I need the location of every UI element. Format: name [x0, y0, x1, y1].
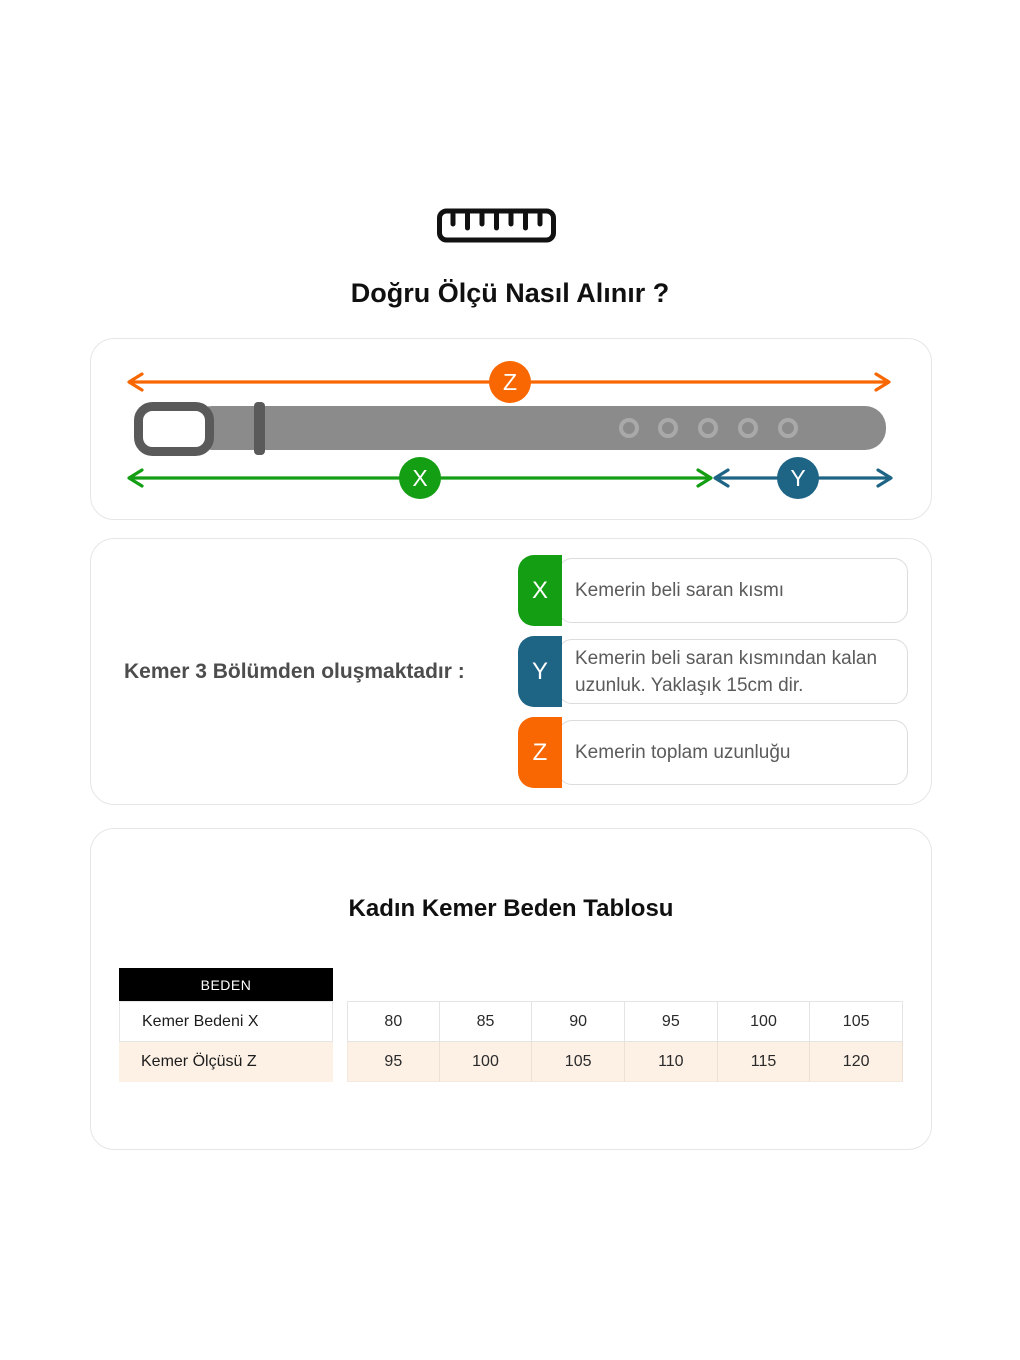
svg-text:Z: Z — [502, 369, 518, 395]
table-cell: 80 — [347, 1001, 440, 1042]
belt-keeper — [254, 402, 265, 455]
row-label-kemer-bedeni-x: Kemer Bedeni X — [119, 1001, 333, 1042]
size-table-values — [347, 1001, 903, 1082]
size-table-title: Kadın Kemer Beden Tablosu — [348, 895, 674, 922]
part-description-z: Kemerin toplam uzunluğu — [558, 720, 908, 785]
ruler-icon — [436, 207, 557, 245]
z-arrow-label — [489, 361, 531, 403]
table-cell: 95 — [347, 1042, 440, 1082]
y-arrow-label — [777, 457, 819, 499]
belt-parts-card — [90, 538, 932, 805]
table-cell: 105 — [810, 1001, 903, 1042]
size-table-label-column — [119, 968, 333, 1082]
part-badge-z: Z — [518, 717, 562, 788]
svg-text:Y: Y — [790, 465, 806, 491]
svg-text:X: X — [412, 465, 428, 491]
belt-buckle — [139, 407, 210, 452]
part-badge-y: Y — [518, 636, 562, 707]
size-table-header: BEDEN — [119, 968, 333, 1001]
table-cell: 85 — [440, 1001, 533, 1042]
belt-illustration — [139, 402, 887, 455]
belt-parts-heading: Kemer 3 Bölümden oluşmaktadır : — [124, 659, 465, 683]
table-cell: 110 — [625, 1042, 718, 1082]
part-badge-x: X — [518, 555, 562, 626]
table-cell: 115 — [718, 1042, 811, 1082]
part-row-x — [518, 555, 908, 626]
belt-diagram — [91, 339, 931, 519]
table-cell: 95 — [625, 1001, 718, 1042]
belt-diagram-card — [90, 338, 932, 520]
table-cell: 100 — [440, 1042, 533, 1082]
table-cell: 100 — [718, 1001, 811, 1042]
table-cell: 120 — [810, 1042, 903, 1082]
page-title: Doğru Ölçü Nasıl Alınır ? — [350, 278, 670, 308]
part-description-y: Kemerin beli saran kısmından kalan uzunluk. Yaklaşık 15cm dir. — [558, 639, 908, 704]
part-row-y — [518, 636, 908, 707]
x-arrow-label — [399, 457, 441, 499]
belt-parts-list — [518, 555, 908, 798]
size-table-card — [90, 828, 932, 1150]
table-cell: 90 — [532, 1001, 625, 1042]
part-description-x: Kemerin beli saran kısmı — [558, 558, 908, 623]
table-cell: 105 — [532, 1042, 625, 1082]
row-label-kemer-olcusu-z: Kemer Ölçüsü Z — [119, 1042, 333, 1082]
part-row-z — [518, 717, 908, 788]
